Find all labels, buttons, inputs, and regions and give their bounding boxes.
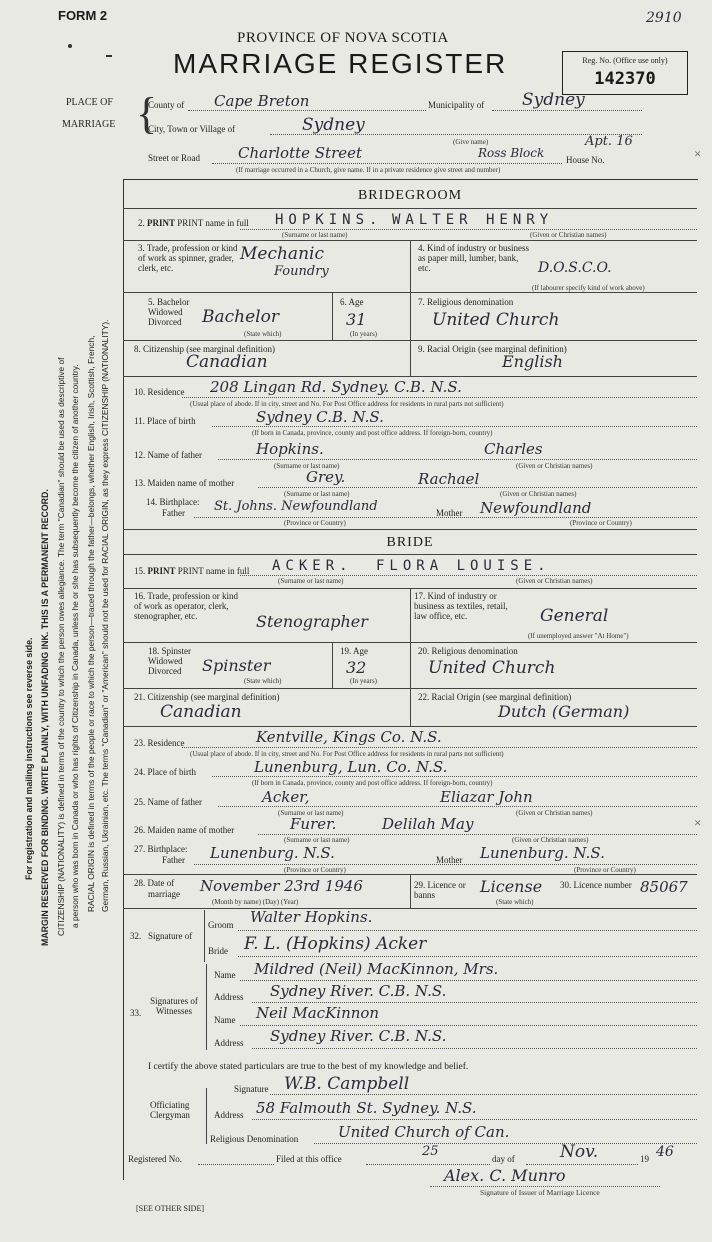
bride-citizenship: Canadian: [160, 702, 242, 722]
groom-industry-label: 4. Kind of industry or business as paper mill, lumber, bank, etc.: [418, 243, 529, 273]
witness-2-address: Sydney River. C.B. N.S.: [270, 1027, 447, 1045]
marriage-date: November 23rd 1946: [200, 877, 363, 895]
bride-surname-caption: (Surname or last name): [278, 577, 344, 585]
marriage-date-label-1: 28. Date of: [134, 878, 175, 888]
bride-racial: Dutch (German): [498, 702, 630, 721]
bride-status-label: 18. Spinster Widowed Divorced: [148, 646, 192, 676]
bride-name-label: 15. PRINT PRINT name in full: [134, 566, 250, 576]
wit1-name-label: Name: [214, 970, 236, 980]
margin-line-1: For registration and mailing instructions see reverse side.: [24, 637, 34, 880]
house-label: House No.: [566, 155, 605, 165]
bride-mother-bp-label: Mother: [436, 855, 463, 865]
bride-given-caption: (Given or Christian names): [516, 577, 593, 585]
county-label: County of: [148, 100, 185, 110]
witness-1-address: Sydney River. C.B. N.S.: [270, 982, 447, 1000]
groom-racial-label: 9. Racial Origin (see marginal definition): [418, 344, 567, 354]
signature-label: Signature of: [148, 931, 193, 941]
groom-residence-note: (Usual place of abode. If in city, street and No. For Post Office address for residents in rural parts not sufficient): [190, 400, 504, 408]
filed-label: Filed at this office: [276, 1154, 342, 1164]
margin-line-3: CITIZENSHIP (NATIONALITY) is defined in terms of the country to which the person owes allegiance. The term "Canadian" should be used as descriptive of: [56, 357, 66, 936]
filed-month: Nov.: [560, 1142, 599, 1162]
bride-residence-note: (Usual place of abode. If in city, street and No. For Post Office address for residents in rural parts not sufficient): [190, 750, 504, 758]
give-name-caption: (Give name): [453, 138, 489, 146]
groom-trade-label: 3. Trade, profession or kind of work as spinner, grader, clerk, etc.: [138, 243, 238, 273]
province-heading: PROVINCE OF NOVA SCOTIA: [237, 30, 449, 46]
bride-citizenship-label: 21. Citizenship (see marginal definition): [134, 692, 280, 702]
bride-religion-label: 20. Religious denomination: [418, 646, 518, 656]
year-prefix: 19: [640, 1154, 649, 1164]
groom-birthplace-label: 14. Birthplace:: [146, 497, 200, 507]
groom-residence-label: 10. Residence: [134, 387, 185, 397]
groom-mother-label: 13. Maiden name of mother: [134, 478, 235, 488]
groom-father-birthplace: St. Johns. Newfoundland: [214, 499, 378, 514]
bride-age-label: 19. Age: [340, 646, 368, 656]
municipality-label: Municipality of: [428, 100, 485, 110]
licence-caption: (State which): [496, 898, 534, 906]
bride-residence: Kentville, Kings Co. N.S.: [256, 728, 442, 746]
groom-industry-note: (If labourer specify kind of work above): [532, 284, 645, 292]
groom-age: 31: [346, 310, 367, 329]
bride-father-bp-label: Father: [162, 855, 185, 865]
bride-mother-given: Delilah May: [382, 815, 474, 833]
bride-heading: BRIDE: [386, 535, 434, 550]
bride-mother-surname: Furer.: [290, 815, 337, 833]
city-label: City, Town or Village of: [148, 124, 236, 134]
bride-given: FLORA LOUISE.: [376, 558, 551, 574]
bride-father-surname-caption: (Surname or last name): [278, 809, 344, 817]
reg-number-box: [562, 51, 688, 95]
bridegroom-heading: BRIDEGROOM: [357, 188, 463, 203]
groom-trade: Mechanic: [240, 244, 324, 264]
licence-label: 29. Licence or banns: [414, 880, 466, 900]
signature-num: 32.: [130, 931, 142, 941]
bride-sig-label: Bride: [208, 946, 228, 956]
bride-birth-label: 24. Place of birth: [134, 767, 196, 777]
municipality-value: Sydney: [522, 90, 585, 110]
marriage-date-caption: (Month by name) (Day) (Year): [212, 898, 299, 906]
groom-given-caption: (Given or Christian names): [530, 231, 607, 239]
bride-birth-note: (If born in Canada, province, county and post office address. If foreign-born, country): [252, 779, 493, 787]
groom-name-label: 2. PRINT PRINT name in full: [138, 218, 249, 228]
bride-signature: F. L. (Hopkins) Acker: [244, 934, 427, 954]
bride-mother-birthplace: Lunenburg. N.S.: [480, 844, 605, 862]
reg-number: 142370: [594, 69, 656, 89]
bride-father-surname: Acker,: [262, 788, 310, 806]
groom-mother-given-caption: (Given or Christian names): [500, 490, 577, 498]
witness-num: 33.: [130, 1008, 142, 1018]
bride-mother-bp-caption: (Province or Country): [574, 866, 636, 874]
bride-father-given: Eliazar John: [440, 788, 533, 806]
bride-industry: General: [540, 606, 609, 626]
bride-age-caption: (In years): [350, 677, 378, 685]
page-title: MARRIAGE REGISTER: [173, 48, 508, 79]
place-brace: {: [136, 89, 158, 138]
groom-status: Bachelor: [202, 307, 279, 327]
bride-trade: Stenographer: [256, 612, 368, 631]
punch-mark-2: [106, 55, 112, 57]
officiating-label: Officiating Clergyman: [150, 1100, 190, 1120]
groom-father-surname-caption: (Surname or last name): [274, 462, 340, 470]
groom-religion-label: 7. Religious denomination: [418, 297, 514, 307]
clergy-address-label: Address: [214, 1110, 244, 1120]
bride-father-given-caption: (Given or Christian names): [516, 809, 593, 817]
margin-line-6: German, Russian, Ukrainian, etc. The terms "Canadian" or "American" should not be used for RACIAL ORIGIN, as they express CITIZENSHIP (NATIONALITY).: [100, 319, 110, 912]
marriage-date-label-2: marriage: [148, 889, 180, 899]
groom-surname: HOPKINS.: [275, 212, 383, 228]
wit2-address-label: Address: [214, 1038, 244, 1048]
day-of-label: day of: [492, 1154, 515, 1164]
bride-mother-given-caption: (Given or Christian names): [512, 836, 589, 844]
bride-racial-label: 22. Racial Origin (see marginal definition): [418, 692, 572, 702]
wit1-address-label: Address: [214, 992, 244, 1002]
groom-mother-birthplace: Newfoundland: [480, 499, 592, 517]
groom-mother-surname: Grey.: [306, 468, 346, 486]
groom-father-label: 12. Name of father: [134, 450, 202, 460]
witness-1-name: Mildred (Neil) MacKinnon, Mrs.: [254, 960, 499, 978]
margin-line-4: a person who was born in Canada or who has rights of Citizenship in Canada, unless he or she has subsequently become the citizen of another country.: [70, 364, 80, 928]
street-label: Street or Road: [148, 153, 200, 163]
groom-birth: Sydney C.B. N.S.: [256, 408, 384, 426]
groom-father-bp-caption: (Province or Country): [284, 519, 346, 527]
city-value: Sydney: [302, 115, 365, 135]
licence-number-label: 30. Licence number: [560, 880, 632, 890]
witness-label: Signatures of Witnesses: [150, 996, 198, 1016]
registered-label: Registered No.: [128, 1154, 182, 1164]
see-other-side: [SEE OTHER SIDE]: [136, 1204, 204, 1213]
margin-line-5: RACIAL ORIGIN is defined in terms of the people or race to which the person—traced through the father—belongs, whether English, Irish, Scottish, French,: [86, 335, 96, 912]
bride-surname: ACKER.: [272, 558, 353, 574]
county-value: Cape Breton: [214, 92, 310, 110]
clergy-signature: W.B. Campbell: [284, 1074, 410, 1094]
filed-day: 25: [422, 1144, 439, 1159]
bride-status-caption: (State which): [244, 677, 282, 685]
groom-racial: English: [502, 352, 563, 371]
bride-trade-label: 16. Trade, profession or kind of work as operator, clerk, stenographer, etc.: [134, 591, 238, 621]
bride-father-bp-caption: (Province or Country): [284, 866, 346, 874]
groom-father-bp-label: Father: [162, 508, 185, 518]
groom-age-caption: (In years): [350, 330, 378, 338]
bride-industry-note: (If unemployed answer "At Home"): [528, 632, 629, 640]
certify-text: I certify the above stated particulars are true to the best of my knowledge and belief.: [148, 1062, 469, 1072]
check-mark-1: ×: [694, 146, 702, 161]
place-label-1: PLACE OF: [66, 97, 113, 108]
groom-birth-label: 11. Place of birth: [134, 416, 196, 426]
bride-father-birthplace: Lunenburg. N.S.: [210, 844, 335, 862]
bride-mother-surname-caption: (Surname or last name): [284, 836, 350, 844]
religious-denom-label: Religious Denomination: [210, 1134, 299, 1144]
groom-father-given: Charles: [484, 440, 543, 458]
bride-status: Spinster: [202, 656, 271, 675]
bride-birthplace-label: 27. Birthplace:: [134, 844, 188, 854]
groom-status-caption: (State which): [244, 330, 282, 338]
groom-sig-label: Groom: [208, 920, 234, 930]
groom-surname-caption: (Surname or last name): [282, 231, 348, 239]
street-note: (If marriage occurred in a Church, give name. If in a private residence give street and number): [236, 166, 501, 174]
issuer-signature: Alex. C. Munro: [444, 1166, 566, 1185]
bride-mother-label: 26. Maiden name of mother: [134, 825, 235, 835]
margin-line-2: MARGIN RESERVED FOR BINDING. WRITE PLAINLY, WITH UNFADING INK. THIS IS A PERMANENT RECORD.: [40, 489, 50, 946]
groom-signature: Walter Hopkins.: [250, 908, 373, 926]
groom-trade-2: Foundry: [274, 264, 329, 279]
bride-age: 32: [346, 658, 367, 677]
licence-type: License: [480, 877, 543, 896]
groom-mother-surname-caption: (Surname or last name): [284, 490, 350, 498]
groom-given: WALTER HENRY: [392, 212, 554, 228]
house-value: Apt. 16: [585, 134, 633, 149]
bride-birth: Lunenburg, Lun. Co. N.S.: [254, 758, 448, 776]
check-mark-2: ×: [694, 815, 702, 830]
witness-2-name: Neil MacKinnon: [256, 1004, 380, 1022]
groom-mother-bp-label: Mother: [436, 508, 463, 518]
groom-residence: 208 Lingan Rd. Sydney. C.B. N.S.: [210, 378, 462, 396]
clergy-denomination: United Church of Can.: [338, 1123, 510, 1141]
groom-citizenship-label: 8. Citizenship (see marginal definition): [134, 344, 276, 354]
groom-father-given-caption: (Given or Christian names): [516, 462, 593, 470]
groom-citizenship: Canadian: [186, 352, 268, 372]
bride-religion: United Church: [428, 658, 556, 678]
year-suffix: 46: [656, 1144, 674, 1160]
clergy-address: 58 Falmouth St. Sydney. N.S.: [256, 1099, 477, 1117]
licence-number: 85067: [640, 878, 688, 896]
form-label: FORM 2: [58, 8, 108, 23]
issuer-label: Signature of Issuer of Marriage Licence: [480, 1188, 600, 1197]
street-extra: Ross Block: [478, 146, 545, 160]
clergy-sig-label: Signature: [234, 1084, 269, 1094]
wit2-name-label: Name: [214, 1015, 236, 1025]
groom-father-surname: Hopkins.: [256, 440, 324, 458]
groom-birth-note: (If born in Canada, province, county and post office address. If foreign-born, country): [252, 429, 493, 437]
punch-mark-1: [68, 44, 72, 48]
reg-number-label: Reg. No. (Office use only): [582, 56, 668, 65]
street-value: Charlotte Street: [238, 144, 363, 162]
groom-religion: United Church: [432, 310, 560, 330]
groom-industry: D.O.S.C.O.: [538, 260, 612, 276]
bride-industry-label: 17. Kind of industry or business as textiles, retail, law office, etc.: [414, 591, 508, 621]
place-label-2: MARRIAGE: [62, 119, 116, 130]
bride-father-label: 25. Name of father: [134, 797, 202, 807]
groom-age-label: 6. Age: [340, 297, 364, 307]
groom-mother-bp-caption: (Province or Country): [570, 519, 632, 527]
corner-number: 2910: [646, 10, 682, 26]
groom-mother-given: Rachael: [418, 470, 480, 488]
bride-residence-label: 23. Residence: [134, 738, 185, 748]
groom-status-label: 5. Bachelor Widowed Divorced: [148, 297, 190, 327]
